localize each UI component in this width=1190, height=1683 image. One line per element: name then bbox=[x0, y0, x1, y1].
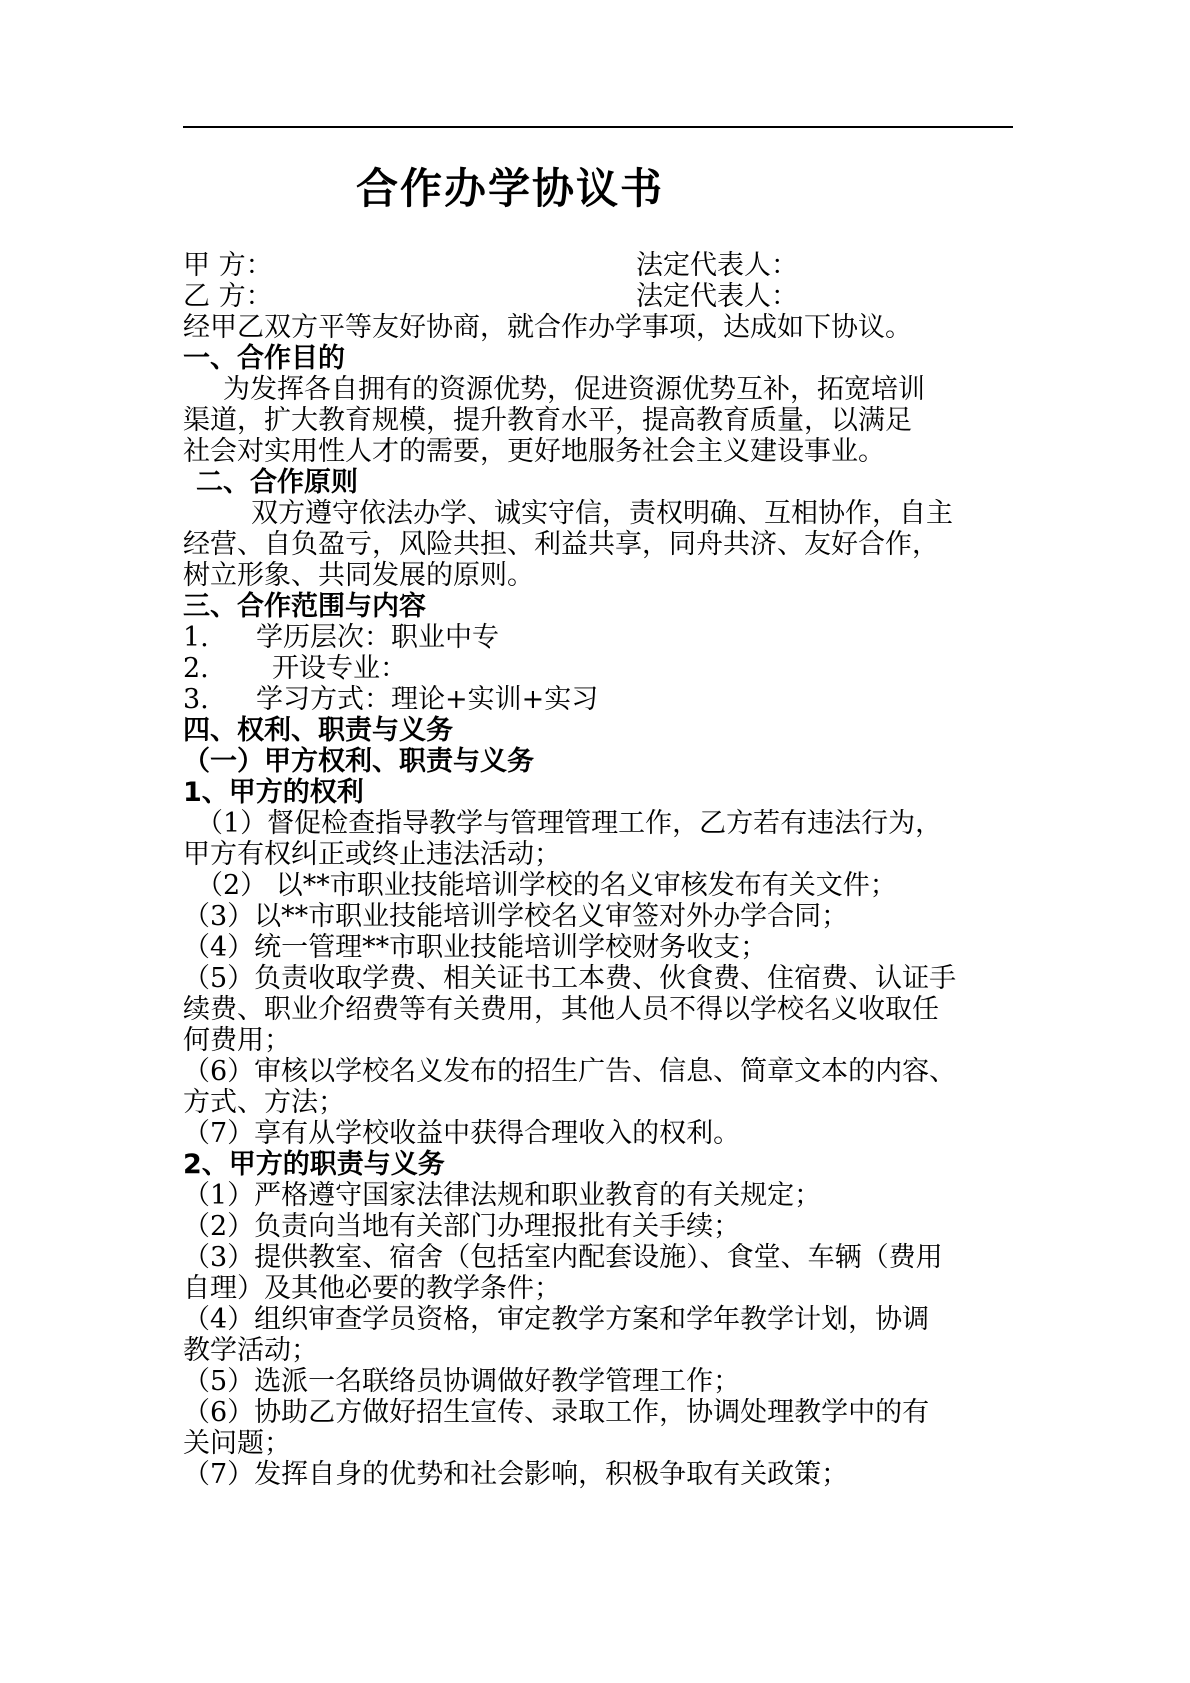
paragraph-line: （5）选派一名联络员协调做好教学管理工作； bbox=[183, 1366, 741, 1397]
paragraph-line: 何费用； bbox=[183, 1025, 291, 1056]
section-heading: 三、合作范围与内容 bbox=[183, 591, 426, 622]
paragraph-line: （2）负责向当地有关部门办理报批有关手续； bbox=[183, 1211, 741, 1242]
paragraph-line: 为发挥各自拥有的资源优势，促进资源优势互补，拓宽培训 bbox=[223, 374, 925, 405]
paragraph-line: （3）以**市职业技能培训学校名义审签对外办学合同； bbox=[183, 901, 849, 932]
section-heading: 一、合作目的 bbox=[183, 343, 345, 374]
paragraph-line: （3）提供教室、宿舍（包括室内配套设施）、食堂、车辆（费用 bbox=[183, 1242, 943, 1273]
party-b-rep: 法定代表人： bbox=[636, 281, 798, 312]
list-item: 开设专业： bbox=[272, 653, 407, 684]
section-heading: 四、权利、职责与义务 bbox=[183, 715, 453, 746]
paragraph-line: 经营、自负盈亏，风险共担、利益共享，同舟共济、友好合作， bbox=[183, 529, 939, 560]
list-item: 学历层次：职业中专 bbox=[256, 622, 499, 653]
header-rule bbox=[183, 126, 1013, 128]
paragraph-line: 关问题； bbox=[183, 1428, 291, 1459]
paragraph-line: 续费、职业介绍费等有关费用，其他人员不得以学校名义收取任 bbox=[183, 994, 939, 1025]
subsection-heading: 1、甲方的权利 bbox=[183, 777, 364, 808]
paragraph-line: （4）统一管理**市职业技能培训学校财务收支； bbox=[183, 932, 768, 963]
subsection-heading: （一）甲方权利、职责与义务 bbox=[183, 746, 534, 777]
section-heading: 二、合作原则 bbox=[196, 467, 358, 498]
list-number: 3. bbox=[183, 684, 209, 715]
party-b-label: 乙 方： bbox=[183, 281, 273, 312]
list-item: 学习方式：理论+实训+实习 bbox=[256, 684, 599, 715]
paragraph-line: 社会对实用性人才的需要，更好地服务社会主义建设事业。 bbox=[183, 436, 885, 467]
preamble: 经甲乙双方平等友好协商，就合作办学事项，达成如下协议。 bbox=[183, 312, 912, 343]
paragraph-line: 双方遵守依法办学、诚实守信，责权明确、互相协作，自主 bbox=[251, 498, 953, 529]
paragraph-line: （1）严格遵守国家法律法规和职业教育的有关规定； bbox=[183, 1180, 822, 1211]
paragraph-line: （1）督促检查指导教学与管理管理工作，乙方若有违法行为， bbox=[196, 808, 943, 839]
paragraph-line: 教学活动； bbox=[183, 1335, 318, 1366]
paragraph-line: （5）负责收取学费、相关证书工本费、伙食费、住宿费、认证手 bbox=[183, 963, 957, 994]
paragraph-line: （7）发挥自身的优势和社会影响，积极争取有关政策； bbox=[183, 1459, 849, 1490]
paragraph-line: 方式、方法； bbox=[183, 1087, 345, 1118]
party-a-label: 甲 方： bbox=[183, 250, 273, 281]
list-number: 1. bbox=[183, 622, 209, 653]
paragraph-line: （7）享有从学校收益中获得合理收入的权利。 bbox=[183, 1118, 741, 1149]
document-title: 合作办学协议书 bbox=[356, 164, 665, 213]
paragraph-line: （2） 以**市职业技能培训学校的名义审核发布有关文件； bbox=[196, 870, 897, 901]
party-a-rep: 法定代表人： bbox=[636, 250, 798, 281]
paragraph-line: （6）协助乙方做好招生宣传、录取工作，协调处理教学中的有 bbox=[183, 1397, 930, 1428]
paragraph-line: （4）组织审查学员资格，审定教学方案和学年教学计划，协调 bbox=[183, 1304, 930, 1335]
paragraph-line: 甲方有权纠正或终止违法活动； bbox=[183, 839, 561, 870]
list-number: 2. bbox=[183, 653, 209, 684]
paragraph-line: 自理）及其他必要的教学条件； bbox=[183, 1273, 561, 1304]
paragraph-line: 渠道，扩大教育规模，提升教育水平，提高教育质量，以满足 bbox=[183, 405, 912, 436]
paragraph-line: （6）审核以学校名义发布的招生广告、信息、简章文本的内容、 bbox=[183, 1056, 957, 1087]
paragraph-line: 树立形象、共同发展的原则。 bbox=[183, 560, 534, 591]
subsection-heading: 2、甲方的职责与义务 bbox=[183, 1149, 445, 1180]
